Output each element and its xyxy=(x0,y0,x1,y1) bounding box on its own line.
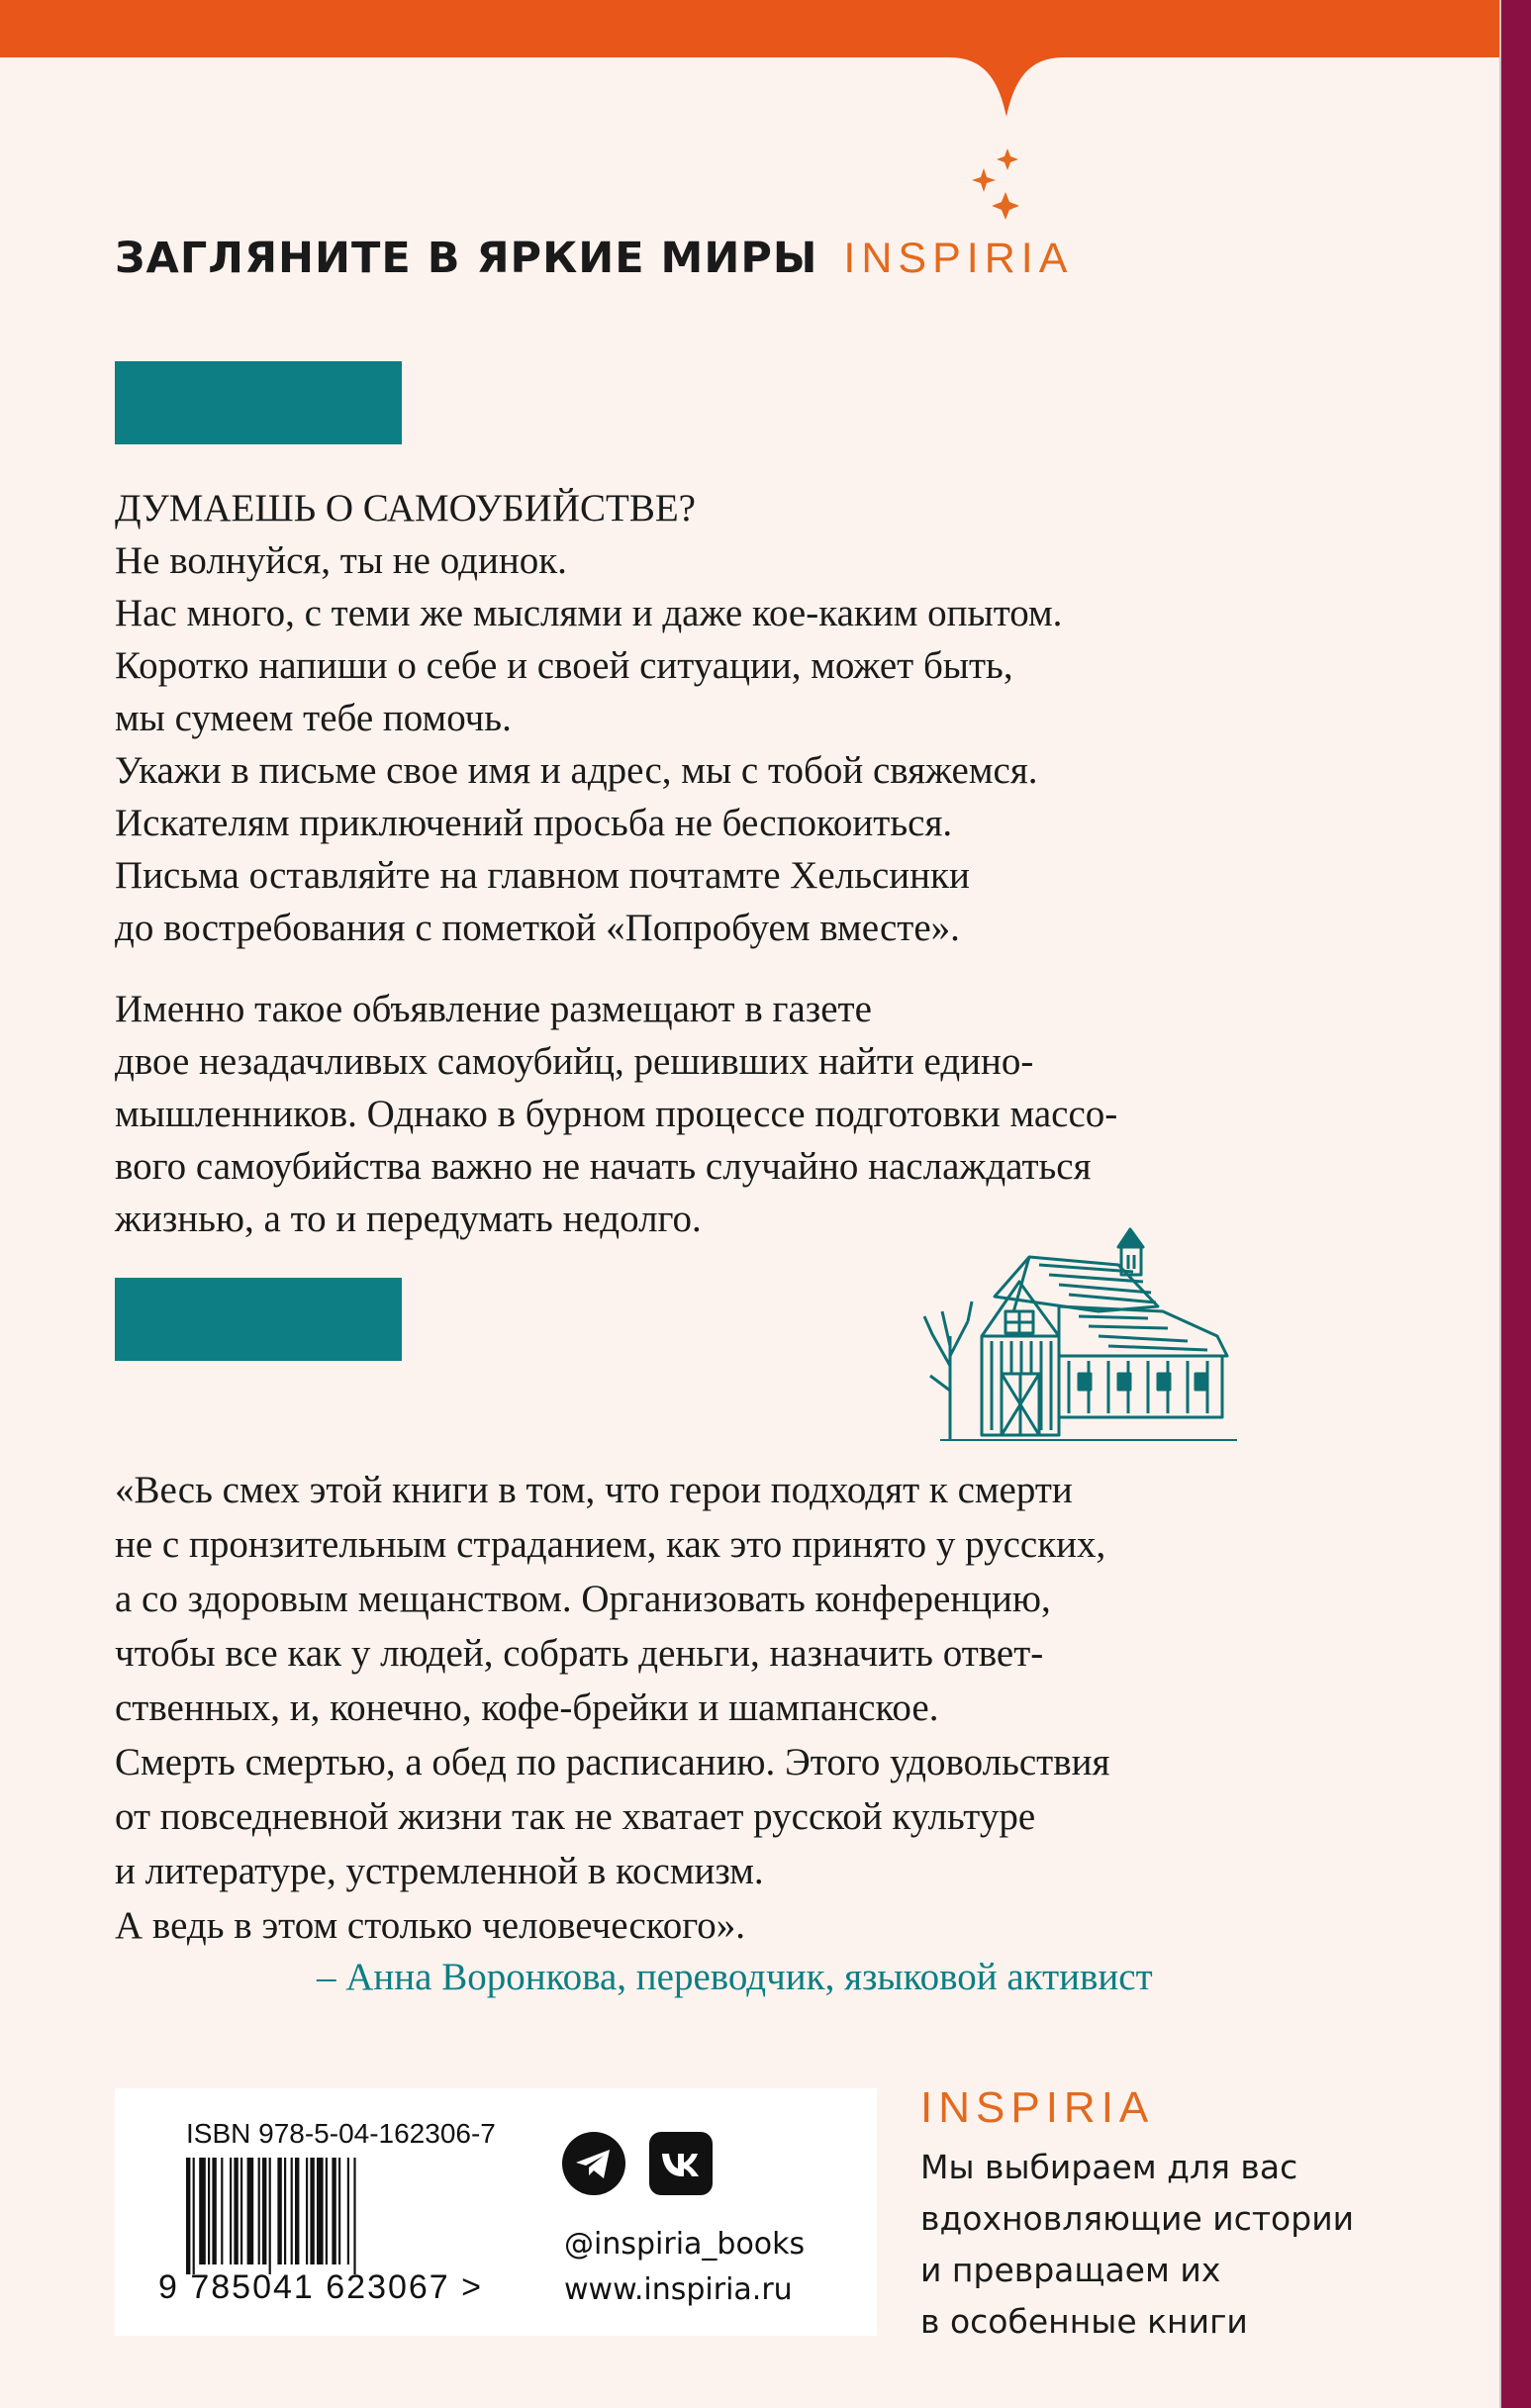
publisher-mission xyxy=(920,2142,1475,2348)
advert-line: ДУМАЕШЬ О САМОУБИЙСТВЕ? xyxy=(115,487,696,530)
advert-line: Искателям приключений просьба не беспокоиться. xyxy=(115,802,953,844)
advert-line: до востребования с пометкой «Попробуем вместе». xyxy=(115,907,960,949)
isbn-label: ISBN 978-5-04-162306-7 xyxy=(186,2118,496,2149)
advert-line: Укажи в письме свое имя и адрес, мы с тобой свяжемся. xyxy=(115,749,1038,792)
advert-line: мы сумеем тебе помочь. xyxy=(115,697,512,739)
tagline-text: ЗАГЛЯНИТЕ В ЯРКИЕ МИРЫ xyxy=(115,234,818,283)
quote-attribution: – Анна Воронкова, переводчик, языковой активист xyxy=(317,1956,1153,1998)
tagline-brand: INSPIRIA xyxy=(843,235,1074,282)
advert-line: Нас много, с теми же мыслями и даже кое-каким опытом. xyxy=(115,592,1063,634)
barcode-digits: 9 785041 623067 > xyxy=(158,2268,484,2306)
barcode-panel xyxy=(115,2088,877,2336)
quote-line: чтобы все как у людей, собрать деньги, назначить ответ- xyxy=(115,1632,1044,1675)
quote-line: и литературе, устремленной в космизм. xyxy=(115,1850,764,1892)
blurb-line: двое незадачливых самоубийц, решивших найти едино- xyxy=(115,1040,1034,1083)
blurb-line: вого самоубийства важно не начать случайно наслаждаться xyxy=(115,1145,1092,1188)
spine-strip xyxy=(1501,0,1531,2408)
quote-line: Смерть смертью, а обед по расписанию. Этого удовольствия xyxy=(115,1741,1110,1783)
blurb-line: Именно такое объявление размещают в газете xyxy=(115,988,872,1030)
quote-line: А ведь в этом столько человеческого». xyxy=(115,1904,746,1947)
quote-line: от повседневной жизни так не хватает русской культуре xyxy=(115,1795,1036,1838)
quote-line: «Весь смех этой книги в том, что герои подходят к смерти xyxy=(115,1469,1073,1511)
vk-icon[interactable] xyxy=(649,2132,713,2195)
review-quote xyxy=(115,1464,1342,1954)
quote-line: не с пронзительным страданием, как это принято у русских, xyxy=(115,1523,1106,1566)
blurb-line: жизнью, а то и передумать недолго. xyxy=(115,1198,702,1240)
advert-line: Письма оставляйте на главном почтамте Хельсинки xyxy=(115,854,970,897)
teal-divider-bar xyxy=(115,361,402,444)
book-blurb xyxy=(115,983,1302,1245)
sparkles-icon xyxy=(970,146,1029,226)
quote-line: а со здоровым мещанством. Организовать конференцию, xyxy=(115,1578,1051,1620)
advert-line: Коротко напиши о себе и своей ситуации, может быть, xyxy=(115,644,1013,687)
social-handle[interactable]: @inspiria_books xyxy=(564,2227,806,2262)
barcode-icon xyxy=(184,2158,491,2276)
advert-line: Не волнуйся, ты не одинок. xyxy=(115,539,567,582)
social-icons xyxy=(562,2132,730,2201)
teal-divider-bar xyxy=(115,1278,402,1361)
barn-icon xyxy=(920,1217,1262,1450)
header-tagline xyxy=(115,234,1104,293)
telegram-icon[interactable] xyxy=(562,2132,625,2195)
mission-line: вдохновляющие истории xyxy=(920,2199,1355,2238)
mission-line: Мы выбираем для вас xyxy=(920,2148,1298,2186)
website-link[interactable]: www.inspiria.ru xyxy=(564,2272,793,2307)
publisher-brand: INSPIRIA xyxy=(920,2083,1155,2132)
mission-line: и превращаем их xyxy=(920,2251,1221,2289)
quote-line: ственных, и, конечно, кофе-брейки и шампанское. xyxy=(115,1686,939,1729)
newspaper-advert xyxy=(115,482,1302,954)
blurb-line: мышленников. Однако в бурном процессе подготовки массо- xyxy=(115,1093,1118,1135)
mission-line: в особенные книги xyxy=(920,2302,1248,2341)
top-orange-band xyxy=(0,0,1531,129)
